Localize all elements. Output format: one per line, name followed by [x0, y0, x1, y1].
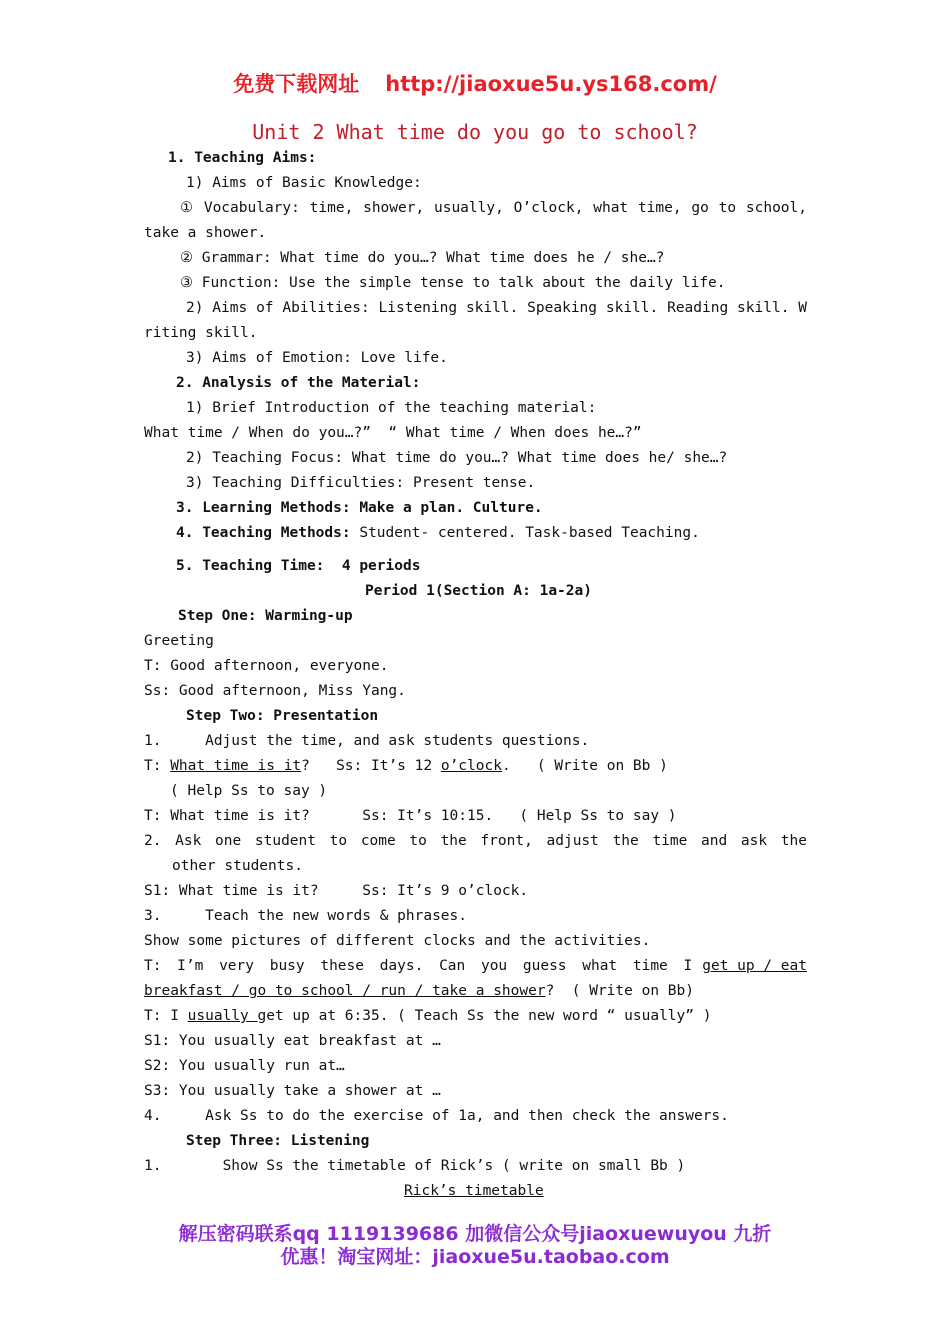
function-line: ③ Function: Use the simple tense to talk about the daily life. — [180, 275, 726, 291]
presentation-item-3: 3. Teach the new words & phrases. — [144, 908, 468, 924]
underlined-usually: usually — [187, 1008, 258, 1024]
student-line-2: S2: You usually run at… — [144, 1058, 345, 1074]
show-pictures-line: Show some pictures of different clocks and the activities. — [144, 933, 651, 949]
analysis-heading: 2. Analysis of the Material: — [176, 375, 421, 391]
dialogue-text: T: I’m very busy these days. Can you guess what time I — [144, 958, 693, 974]
presentation-item-4: 4. Ask Ss to do the exercise of 1a, and then check the answers. — [144, 1108, 729, 1124]
footer-contact: 解压密码联系qq 1119139686 加微信公众号jiaoxuewuyou 九折 — [178, 1223, 772, 1245]
underlined-activities: get up / eat — [702, 958, 807, 974]
teaching-methods-text: Student- centered. Task-based Teaching. — [350, 525, 700, 541]
help-note: ( Help Ss to say ) — [170, 783, 328, 799]
brief-line: 1) Brief Introduction of the teaching material: — [186, 400, 597, 416]
speaker-t: T: — [144, 758, 171, 774]
dialogue-line-5 — [144, 1006, 711, 1026]
teacher-greeting: T: Good afternoon, everyone. — [144, 658, 389, 674]
speaker-t: T: I — [144, 1008, 188, 1024]
dialogue-text: get up at 6:35. ( Teach Ss the new word “ usually” ) — [257, 1008, 712, 1024]
dialogue-line-4-cont — [144, 981, 694, 1001]
underlined-question: What time is it — [170, 758, 302, 774]
emotion-line: 3) Aims of Emotion: Love life. — [186, 350, 448, 366]
page-title: Unit 2 What time do you go to school? — [252, 120, 698, 144]
underlined-oclock: o’clock — [440, 758, 502, 774]
teaching-methods — [176, 523, 700, 543]
dialogue-text: ? Ss: It’s 12 — [301, 758, 441, 774]
presentation-item-2: 2. Ask one student to come to the front, adjust the time and ask the — [144, 833, 807, 849]
footer-shop[interactable]: 优惠！淘宝网址：jiaoxue5u.taobao.com — [280, 1246, 670, 1268]
student-line-3: S3: You usually take a shower at … — [144, 1083, 441, 1099]
aims-knowledge: 1) Aims of Basic Knowledge: — [186, 175, 422, 191]
dialogue-line-1 — [144, 756, 668, 776]
aims-heading: 1. Teaching Aims: — [168, 150, 317, 166]
teaching-time: 5. Teaching Time: 4 periods — [176, 558, 421, 574]
difficulties-line: 3) Teaching Difficulties: Present tense. — [186, 475, 536, 491]
abilities-line-cont: riting skill. — [144, 325, 258, 341]
presentation-item-2-cont: other students. — [172, 858, 303, 874]
listening-item-1: 1. Show Ss the timetable of Rick’s ( write on small Bb ) — [144, 1158, 686, 1174]
dialogue-note: ? ( Write on Bb) — [545, 983, 694, 999]
presentation-item-1: 1. Adjust the time, and ask students questions. — [144, 733, 590, 749]
dialogue-line-4 — [144, 956, 807, 976]
brief-questions: What time / When do you…?” “ What time / When does he…?” — [144, 425, 642, 441]
student-line-1: S1: You usually eat breakfast at … — [144, 1033, 441, 1049]
focus-line: 2) Teaching Focus: What time do you…? What time does he/ she…? — [186, 450, 728, 466]
vocab-line: ① Vocabulary: time, shower, usually, O’clock, what time, go to school, — [180, 200, 807, 216]
download-url[interactable]: http://jiaoxue5u.ys168.com/ — [385, 72, 717, 96]
step-two-heading: Step Two: Presentation — [186, 708, 379, 724]
grammar-line: ② Grammar: What time do you…? What time does he / she…? — [180, 250, 665, 266]
vocab-line-cont: take a shower. — [144, 225, 267, 241]
step-three-heading: Step Three: Listening — [186, 1133, 370, 1149]
site-label: 免费下载网址 — [233, 72, 360, 96]
learning-methods: 3. Learning Methods: Make a plan. Culture. — [176, 500, 543, 516]
dialogue-line-3: S1: What time is it? Ss: It’s 9 o’clock. — [144, 883, 529, 899]
timetable-caption: Rick’s timetable — [404, 1183, 544, 1199]
greeting-line: Greeting — [144, 633, 214, 649]
abilities-line: 2) Aims of Abilities: Listening skill. Speaking skill. Reading skill. W — [186, 300, 807, 316]
teaching-methods-label: 4. Teaching Methods: — [176, 525, 351, 541]
step-one-heading: Step One: Warming-up — [178, 608, 353, 624]
download-header — [0, 68, 950, 98]
underlined-activities-cont: breakfast / go to school / run / take a shower — [144, 983, 546, 999]
students-greeting: Ss: Good afternoon, Miss Yang. — [144, 683, 406, 699]
dialogue-note: . ( Write on Bb ) — [501, 758, 668, 774]
dialogue-line-2: T: What time is it? Ss: It’s 10:15. ( Help Ss to say ) — [144, 808, 677, 824]
period-heading: Period 1(Section A: 1a-2a) — [365, 583, 592, 599]
